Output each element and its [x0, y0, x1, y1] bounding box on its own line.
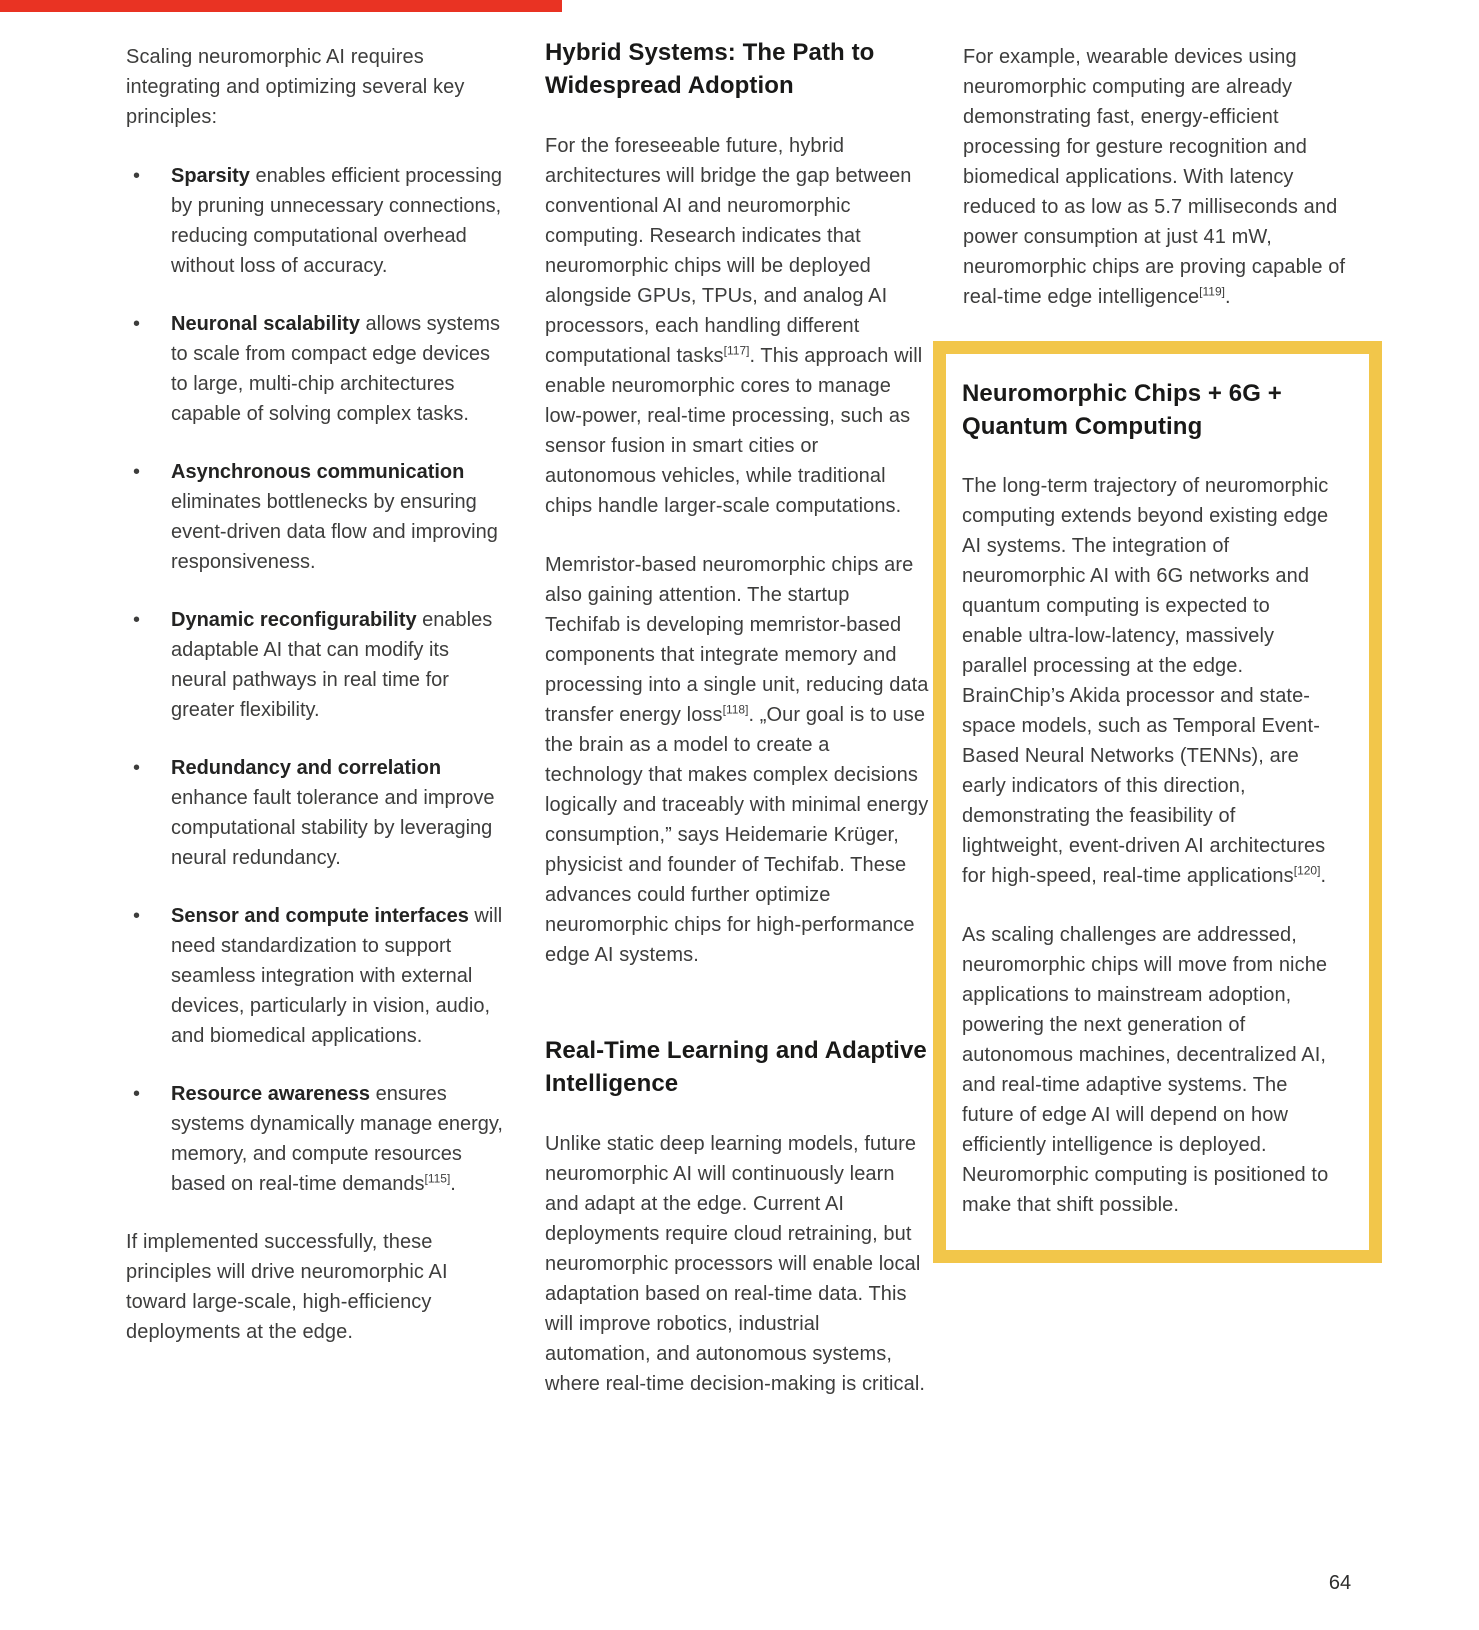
bullet-marker: •	[133, 313, 141, 335]
bullet-rest: enables adaptable AI that can modify its neural pathways in real time for greater flexibility.	[171, 609, 493, 721]
paragraph-hybrid-1	[545, 131, 929, 521]
principles-list	[126, 161, 510, 1199]
paragraph-segment: .	[1320, 865, 1327, 887]
callout-heading: Neuromorphic Chips + 6G + Quantum Computing	[962, 380, 1282, 440]
closing-paragraph: If implemented successfully, these principles will drive neuromorphic AI toward large-scale, high-efficiency deployments at the edge.	[126, 1231, 448, 1343]
callout-paragraph-2: As scaling challenges are addressed, neuromorphic chips will move from niche applications to mainstream adoption, powering the next generation of autonomous machines, decentralized AI, and real-time adaptive systems. The future of edge AI will depend on how efficiently intelligence is deployed. Neuromorphic computing is positioned to make that shift possible.	[962, 924, 1329, 1216]
list-item	[126, 1079, 510, 1199]
column-center	[545, 36, 929, 1428]
callout-box	[933, 341, 1382, 1263]
paragraph-segment: . This approach will enable neuromorphic cores to manage low-power, real-time processing, such as sensor fusion in smart cities or autonomous vehicles, while traditional chips handle larger-scale computations.	[545, 345, 923, 517]
intro-paragraph: Scaling neuromorphic AI requires integrating and optimizing several key principles:	[126, 46, 465, 128]
bullet-text	[171, 161, 510, 281]
bullet-text	[171, 457, 510, 577]
citation-ref: [119]	[1199, 284, 1225, 299]
paragraph-segment: .	[1224, 286, 1231, 308]
bullet-rest-after: .	[450, 1173, 456, 1195]
page-number: 64	[1328, 1572, 1352, 1594]
bullet-rest: will need standardization to support seamless integration with external devices, particularly in vision, audio, and biomedical applications.	[171, 905, 503, 1047]
citation-ref: [118]	[722, 702, 749, 717]
citation-ref: [115]	[424, 1171, 451, 1186]
paragraph-real-time-learning: Unlike static deep learning models, future neuromorphic AI will continuously learn and adapt at the edge. Current AI deployments require cloud retraining, but neuromorphic processors will enable local adaptation based on real-time data. This will improve robotics, industrial automation, and autonomous systems, where real-time decision-making is critical.	[545, 1133, 926, 1395]
bullet-text	[171, 901, 510, 1051]
top-accent-bar	[0, 0, 562, 12]
list-item	[126, 161, 510, 281]
list-item	[126, 753, 510, 873]
bullet-lead: Resource awareness	[171, 1083, 371, 1105]
bullet-lead: Sensor and compute interfaces	[171, 905, 469, 927]
paragraph-wearables	[963, 42, 1347, 312]
column-left	[126, 42, 510, 1376]
bullet-rest: eliminates bottlenecks by ensuring event-driven data flow and improving responsiveness.	[171, 491, 498, 573]
paragraph-segment: The long-term trajectory of neuromorphic computing extends beyond existing edge AI systems. The integration of neuromorphic AI with 6G networks and quantum computing is expected to enable ultra-low-latency, massively parallel processing at the edge. BrainChip’s Akida processor and state-space models, such as Temporal Event-Based Neural Networks (TENNs), are early indicators of this direction, demonstrating the feasibility of lightweight, event-driven AI architectures for high-speed, real-time applications	[962, 475, 1329, 887]
bullet-rest: enhance fault tolerance and improve computational stability by leveraging neural redundancy.	[171, 787, 495, 869]
paragraph-segment: For the foreseeable future, hybrid architectures will bridge the gap between conventional AI and neuromorphic computing. Research indicates that neuromorphic chips will be deployed alongside GPUs, TPUs, and analog AI processors, each handling different computational tasks	[545, 135, 912, 367]
bullet-lead: Sparsity	[171, 165, 250, 187]
paragraph-segment: . „Our goal is to use the brain as a model to create a technology that makes complex decisions logically and traceably with minimal energy consumption,” says Heidemarie Krüger, physicist and founder of Techifab. These advances could further optimize neuromorphic chips for high-performance edge AI systems.	[545, 704, 929, 966]
bullet-marker: •	[133, 1083, 141, 1105]
citation-ref: [117]	[723, 343, 750, 358]
bullet-marker: •	[133, 905, 141, 927]
list-item	[126, 309, 510, 429]
paragraph-segment: For example, wearable devices using neuromorphic computing are already demonstrating fast, energy-efficient processing for gesture recognition and biomedical applications. With latency reduced to as low as 5.7 milliseconds and power consumption at just 41 mW, neuromorphic chips are proving capable of real-time edge intelligence	[963, 46, 1346, 308]
list-item	[126, 901, 510, 1051]
bullet-marker: •	[133, 757, 141, 779]
bullet-text	[171, 753, 510, 873]
paragraph-memristor	[545, 550, 929, 970]
bullet-rest: ensures systems dynamically manage energy, memory, and compute resources based on real-time demands	[171, 1083, 503, 1195]
bullet-text	[171, 605, 510, 725]
list-item	[126, 457, 510, 577]
column-right	[963, 42, 1347, 1263]
bullet-rest: enables efficient processing by pruning unnecessary connections, reducing computational overhead without loss of accuracy.	[171, 165, 502, 277]
bullet-lead: Redundancy and correlation	[171, 757, 442, 779]
section-heading-hybrid-systems: Hybrid Systems: The Path to Widespread Adoption	[545, 39, 875, 99]
section-heading-real-time-learning: Real-Time Learning and Adaptive Intelligence	[545, 1037, 927, 1097]
bullet-rest: allows systems to scale from compact edge devices to large, multi-chip architectures capable of solving complex tasks.	[171, 313, 500, 425]
citation-ref: [120]	[1293, 863, 1321, 878]
paragraph-segment: Memristor-based neuromorphic chips are also gaining attention. The startup Techifab is developing memristor-based components that integrate memory and processing into a single unit, reducing data transfer energy loss	[545, 554, 929, 726]
bullet-text	[171, 309, 510, 429]
list-item	[126, 605, 510, 725]
bullet-marker: •	[133, 165, 141, 187]
bullet-lead: Asynchronous communication	[171, 461, 465, 483]
bullet-marker: •	[133, 461, 141, 483]
callout-paragraph-1	[962, 471, 1333, 891]
bullet-lead: Dynamic reconfigurability	[171, 609, 417, 631]
bullet-text	[171, 1079, 510, 1199]
bullet-marker: •	[133, 609, 141, 631]
bullet-lead: Neuronal scalability	[171, 313, 360, 335]
